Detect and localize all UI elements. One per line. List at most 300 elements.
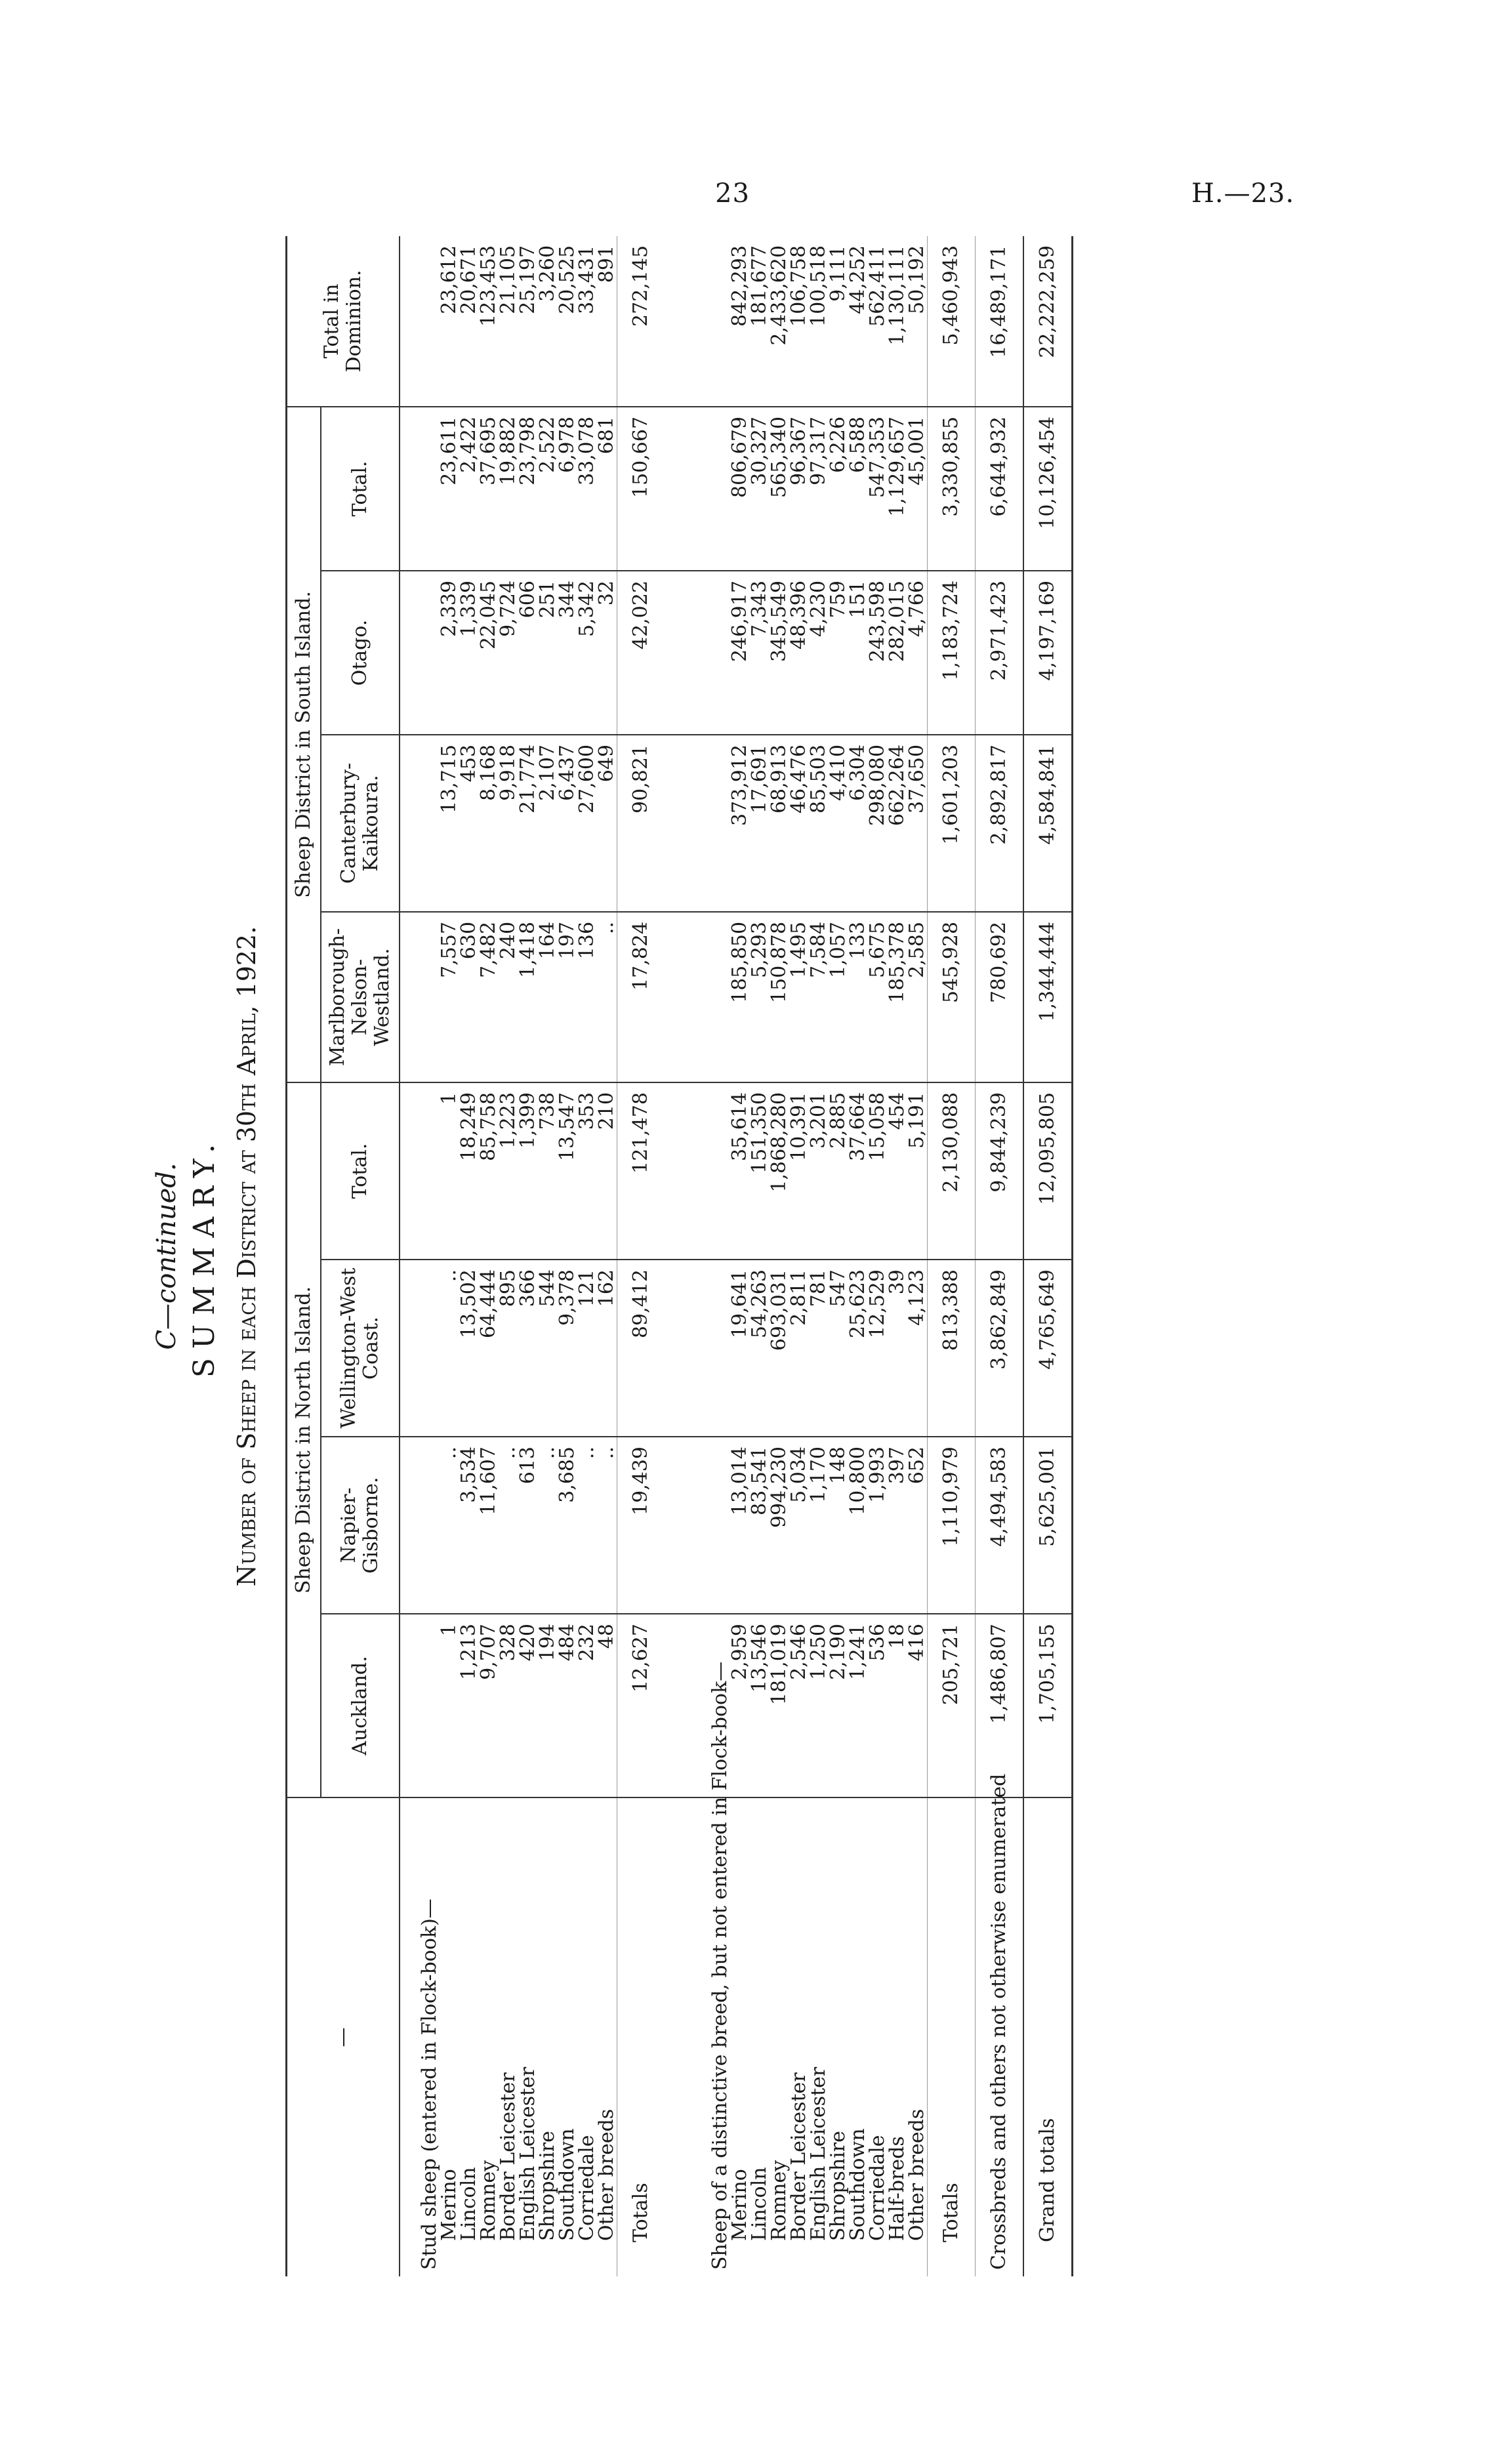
value-cell: 240 [499, 912, 518, 1082]
table-row [499, 236, 518, 2276]
value-cell: 2,130,088 [928, 1082, 976, 1260]
value-cell: 148 [829, 1437, 848, 1614]
value-cell: 536 [868, 1614, 888, 1797]
value-cell: 33,431 [577, 236, 597, 407]
empty-cell [691, 407, 730, 571]
value-cell: 64,444 [479, 1260, 499, 1437]
value-cell: 6,226 [829, 407, 848, 571]
title-continued: C—continued. [152, 1162, 182, 1350]
value-cell: 547 [829, 1260, 848, 1437]
value-cell: 17,691 [750, 735, 770, 912]
value-cell: 9,844,239 [976, 1082, 1024, 1260]
column-header: Napier-Gisborne. [321, 1437, 400, 1614]
title-summary: SUMMARY. [188, 1134, 221, 1378]
empty-cell [691, 236, 730, 407]
value-cell: 9,378 [558, 1260, 577, 1437]
value-cell: 1,057 [829, 912, 848, 1082]
empty-cell [400, 236, 440, 407]
value-cell: 7,343 [750, 571, 770, 735]
row-label: English Leicester [807, 2066, 830, 2241]
value-cell: 693,031 [770, 1260, 789, 1437]
value-cell: 151,350 [750, 1082, 770, 1260]
table-row [577, 236, 597, 2276]
value-cell: 453 [459, 735, 479, 912]
value-cell: 246,917 [730, 571, 750, 735]
empty-cell [400, 571, 440, 735]
spacer-row [665, 236, 691, 2276]
value-cell: 151 [848, 571, 868, 735]
row-label: Romney [768, 2160, 791, 2241]
value-cell: 7,584 [809, 912, 829, 1082]
row-label: Corriedale [866, 2135, 889, 2241]
value-cell: 2,546 [789, 1614, 809, 1797]
value-cell: 6,588 [848, 407, 868, 571]
value-cell: 123,453 [479, 236, 499, 407]
value-cell: 20,671 [459, 236, 479, 407]
value-cell: 164 [538, 912, 558, 1082]
value-cell: 1,241 [848, 1614, 868, 1797]
table-row [848, 236, 868, 2276]
value-cell: 454 [888, 1082, 907, 1260]
value-cell: 21,774 [518, 735, 538, 912]
value-cell: 54,263 [750, 1260, 770, 1437]
value-cell: 9,724 [499, 571, 518, 735]
sheep-summary-table [285, 236, 1073, 2276]
value-cell: 85,758 [479, 1082, 499, 1260]
row-label: Half-breds [886, 2136, 909, 2241]
value-cell: .. [440, 1260, 459, 1437]
value-cell: 48 [597, 1614, 617, 1797]
value-cell: 1,213 [459, 1614, 479, 1797]
value-cell: 37,664 [848, 1082, 868, 1260]
value-cell: 416 [907, 1614, 928, 1797]
value-cell: 630 [459, 912, 479, 1082]
table-row [750, 236, 770, 2276]
value-cell: 210 [597, 1082, 617, 1260]
value-cell: 12,529 [868, 1260, 888, 1437]
value-cell: 19,641 [730, 1260, 750, 1437]
empty-cell [665, 735, 691, 912]
value-cell: 738 [538, 1082, 558, 1260]
value-cell: 150,667 [617, 407, 665, 571]
value-cell: 2,422 [459, 407, 479, 571]
empty-cell [691, 912, 730, 1082]
value-cell: 562,411 [868, 236, 888, 407]
value-cell: 133 [848, 912, 868, 1082]
value-cell: 19,882 [499, 407, 518, 571]
value-cell: 20,525 [558, 236, 577, 407]
value-cell: 1,399 [518, 1082, 538, 1260]
value-cell: 547,353 [868, 407, 888, 571]
table-row [730, 236, 750, 2276]
value-cell: 6,437 [558, 735, 577, 912]
row-label: Merino [728, 2169, 751, 2241]
value-cell: 5,034 [789, 1437, 809, 1614]
value-cell: 19,439 [617, 1437, 665, 1614]
value-cell: 1,868,280 [770, 1082, 789, 1260]
value-cell: 1 [440, 1082, 459, 1260]
value-cell: 13,546 [750, 1614, 770, 1797]
row-label: Border Leicester [787, 2072, 810, 2241]
row-label: Other breeds [595, 2108, 618, 2241]
table-row [558, 236, 577, 2276]
value-cell: 18,249 [459, 1082, 479, 1260]
value-cell: 85,503 [809, 735, 829, 912]
value-cell: 662,264 [888, 735, 907, 912]
value-cell: 3,201 [809, 1082, 829, 1260]
value-cell: 5,342 [577, 571, 597, 735]
value-cell: 44,252 [848, 236, 868, 407]
value-cell: 39 [888, 1260, 907, 1437]
value-cell: 68,913 [770, 735, 789, 912]
value-cell: 25,623 [848, 1260, 868, 1437]
distinctive-breed-heading-label: Sheep of a distinctive breed, but not entered in Flock-book— [709, 1661, 731, 2270]
empty-cell [400, 1614, 440, 1797]
row-label: Shropshire [827, 2131, 850, 2241]
value-cell: 1,129,657 [888, 407, 907, 571]
value-cell: 4,230 [809, 571, 829, 735]
value-cell: 121 [577, 1260, 597, 1437]
value-cell: 35,614 [730, 1082, 750, 1260]
crossbreds-row [976, 236, 1024, 2276]
empty-cell [400, 1437, 440, 1614]
empty-cell [665, 1082, 691, 1260]
value-cell: 3,260 [538, 236, 558, 407]
value-cell: 3,534 [459, 1437, 479, 1614]
value-cell: 16,489,171 [976, 236, 1024, 407]
table-row [459, 236, 479, 2276]
value-cell: 681 [597, 407, 617, 571]
table-row [789, 236, 809, 2276]
value-cell: 8,168 [479, 735, 499, 912]
row-label: Other breeds [905, 2108, 928, 2241]
column-header: Wellington-West Coast. [321, 1260, 400, 1437]
value-cell: 806,679 [730, 407, 750, 571]
value-cell: 48,396 [789, 571, 809, 735]
empty-cell [400, 735, 440, 912]
column-header: Total. [321, 1082, 400, 1260]
empty-cell [691, 1082, 730, 1260]
value-cell: 121,478 [617, 1082, 665, 1260]
value-cell: 9,707 [479, 1614, 499, 1797]
value-cell: 1,183,724 [928, 571, 976, 735]
value-cell: 565,340 [770, 407, 789, 571]
value-cell: 22,222,259 [1023, 236, 1073, 407]
value-cell: 23,612 [440, 236, 459, 407]
table-row [907, 236, 928, 2276]
value-cell: 4,584,841 [1023, 735, 1073, 912]
value-cell: 162 [597, 1260, 617, 1437]
row-label: Totals [617, 1797, 665, 2276]
row-label: Crossbreds and others not otherwise enumerated [976, 1797, 1024, 2276]
value-cell: 353 [577, 1082, 597, 1260]
value-cell: 97,317 [809, 407, 829, 571]
value-cell: 100,518 [809, 236, 829, 407]
value-cell: 194 [538, 1614, 558, 1797]
row-label: Shropshire [536, 2131, 559, 2241]
value-cell: 9,111 [829, 236, 848, 407]
page-number: 23 [715, 178, 750, 209]
table-row [770, 236, 789, 2276]
value-cell: 1,223 [499, 1082, 518, 1260]
value-cell: 5,625,001 [1023, 1437, 1073, 1614]
row-label: Corriedale [575, 2135, 598, 2241]
value-cell: 136 [577, 912, 597, 1082]
table-subtitle: Number of Sheep in each District at 30th April, 1922. [232, 926, 261, 1587]
empty-cell [691, 571, 730, 735]
value-cell: 5,191 [907, 1082, 928, 1260]
value-cell: 1 [440, 1614, 459, 1797]
value-cell: 197 [558, 912, 577, 1082]
value-cell: 2,892,817 [976, 735, 1024, 912]
value-cell: .. [597, 912, 617, 1082]
empty-cell [665, 1437, 691, 1614]
value-cell: 181,677 [750, 236, 770, 407]
table-row [440, 236, 459, 2276]
value-cell: 1,495 [789, 912, 809, 1082]
value-cell: 2,585 [907, 912, 928, 1082]
distinct-totals-row [928, 236, 976, 2276]
value-cell: 420 [518, 1614, 538, 1797]
north-island-header: Sheep District in North Island. [287, 1082, 321, 1797]
value-cell: 22,045 [479, 571, 499, 735]
value-cell: 545,928 [928, 912, 976, 1082]
value-cell: 13,014 [730, 1437, 750, 1614]
row-label: Lincoln [457, 2167, 480, 2241]
row-label: Romney [477, 2160, 500, 2241]
column-header: Total. [321, 407, 400, 571]
empty-cell [665, 1797, 691, 2276]
value-cell: 1,339 [459, 571, 479, 735]
value-cell: 5,293 [750, 912, 770, 1082]
value-cell: 6,644,932 [976, 407, 1024, 571]
value-cell: 10,391 [789, 1082, 809, 1260]
empty-cell [691, 1260, 730, 1437]
value-cell: 243,598 [868, 571, 888, 735]
value-cell: 5,675 [868, 912, 888, 1082]
empty-cell [665, 1260, 691, 1437]
value-cell: 90,821 [617, 735, 665, 912]
value-cell: 3,330,855 [928, 407, 976, 571]
value-cell: 780,692 [976, 912, 1024, 1082]
empty-cell [665, 912, 691, 1082]
value-cell: 842,293 [730, 236, 750, 407]
row-label: Totals [928, 1797, 976, 2276]
value-cell: 37,650 [907, 735, 928, 912]
value-cell: 27,600 [577, 735, 597, 912]
value-cell: 272,145 [617, 236, 665, 407]
value-cell: 2,107 [538, 735, 558, 912]
grand-totals-row [1023, 236, 1073, 2276]
table-row [868, 236, 888, 2276]
value-cell: 1,601,203 [928, 735, 976, 912]
stud-sheep-heading [400, 236, 440, 2276]
value-cell: 4,123 [907, 1260, 928, 1437]
value-cell: 10,126,454 [1023, 407, 1073, 571]
value-cell: 89,412 [617, 1260, 665, 1437]
empty-cell [400, 1082, 440, 1260]
value-cell: 895 [499, 1260, 518, 1437]
value-cell: 2,971,423 [976, 571, 1024, 735]
value-cell: 2,190 [829, 1614, 848, 1797]
value-cell: 1,110,979 [928, 1437, 976, 1614]
value-cell: 45,001 [907, 407, 928, 571]
value-cell: 185,850 [730, 912, 750, 1082]
value-cell: 344 [558, 571, 577, 735]
value-cell: 2,433,620 [770, 236, 789, 407]
value-cell: 37,695 [479, 407, 499, 571]
value-cell: 781 [809, 1260, 829, 1437]
value-cell: 106,758 [789, 236, 809, 407]
empty-cell [665, 407, 691, 571]
south-island-header: Sheep District in South Island. [287, 407, 321, 1082]
document-code: H.—23. [1191, 178, 1295, 209]
value-cell: 4,765,649 [1023, 1260, 1073, 1437]
value-cell: 345,549 [770, 571, 789, 735]
value-cell: 1,705,155 [1023, 1614, 1073, 1797]
value-cell: 12,095,805 [1023, 1082, 1073, 1260]
value-cell: 1,418 [518, 912, 538, 1082]
value-cell: 2,811 [789, 1260, 809, 1437]
value-cell: 298,080 [868, 735, 888, 912]
value-cell: 4,410 [829, 735, 848, 912]
table-row [829, 236, 848, 2276]
value-cell: 759 [829, 571, 848, 735]
value-cell: 4,766 [907, 571, 928, 735]
value-cell: 544 [538, 1260, 558, 1437]
value-cell: 652 [907, 1437, 928, 1614]
value-cell: 23,798 [518, 407, 538, 571]
column-header: Marlborough-Nelson-Westland. [321, 912, 400, 1082]
value-cell: 18 [888, 1614, 907, 1797]
value-cell: 613 [518, 1437, 538, 1614]
value-cell: 2,885 [829, 1082, 848, 1260]
value-cell: 2,959 [730, 1614, 750, 1797]
value-cell: 50,192 [907, 236, 928, 407]
value-cell: 1,170 [809, 1437, 829, 1614]
value-cell: .. [577, 1437, 597, 1614]
empty-cell [400, 912, 440, 1082]
value-cell: 649 [597, 735, 617, 912]
value-cell: 282,015 [888, 571, 907, 735]
value-cell: 3,862,849 [976, 1260, 1024, 1437]
table-body [400, 236, 1073, 2276]
table-row [888, 236, 907, 2276]
value-cell: 891 [597, 236, 617, 407]
value-cell: 21,105 [499, 236, 518, 407]
value-cell: 813,388 [928, 1260, 976, 1437]
table-row [809, 236, 829, 2276]
value-cell: 11,607 [479, 1437, 499, 1614]
dominion-total-header: Total in Dominion. [287, 236, 400, 407]
value-cell: 150,878 [770, 912, 789, 1082]
value-cell: 6,304 [848, 735, 868, 912]
value-cell: 3,685 [558, 1437, 577, 1614]
value-cell: 42,022 [617, 571, 665, 735]
value-cell: 46,476 [789, 735, 809, 912]
value-cell: 1,486,807 [976, 1614, 1024, 1797]
value-cell: 232 [577, 1614, 597, 1797]
value-cell: 994,230 [770, 1437, 789, 1614]
row-label: Grand totals [1023, 1797, 1073, 2276]
rotated-summary-block [148, 236, 1342, 2276]
value-cell: .. [538, 1437, 558, 1614]
empty-cell [400, 407, 440, 571]
value-cell: .. [499, 1437, 518, 1614]
value-cell: 181,019 [770, 1614, 789, 1797]
empty-cell [665, 571, 691, 735]
value-cell: 4,494,583 [976, 1437, 1024, 1614]
value-cell: 205,721 [928, 1614, 976, 1797]
value-cell: 2,522 [538, 407, 558, 571]
value-cell: 15,058 [868, 1082, 888, 1260]
value-cell: 484 [558, 1614, 577, 1797]
value-cell: 5,460,943 [928, 236, 976, 407]
value-cell: 83,541 [750, 1437, 770, 1614]
table-row [518, 236, 538, 2276]
value-cell: .. [440, 1437, 459, 1614]
empty-cell [400, 1260, 440, 1437]
value-cell: 185,378 [888, 912, 907, 1082]
value-cell: 1,250 [809, 1614, 829, 1797]
value-cell: 96,367 [789, 407, 809, 571]
value-cell: 12,627 [617, 1614, 665, 1797]
row-label: Border Leicester [497, 2072, 520, 2241]
table-row [597, 236, 617, 2276]
value-cell: 23,611 [440, 407, 459, 571]
value-cell: .. [597, 1437, 617, 1614]
value-cell: 13,715 [440, 735, 459, 912]
value-cell: 328 [499, 1614, 518, 1797]
column-header: Canterbury-Kaikoura. [321, 735, 400, 912]
value-cell: 366 [518, 1260, 538, 1437]
column-header: Otago. [321, 571, 400, 735]
distinctive-breed-heading [691, 236, 730, 2276]
value-cell: 373,912 [730, 735, 750, 912]
value-cell: 13,547 [558, 1082, 577, 1260]
group-header-row [287, 236, 321, 2276]
value-cell: 33,078 [577, 407, 597, 571]
empty-cell [691, 1437, 730, 1614]
stud-sheep-heading-label: Stud sheep (entered in Flock-book)— [418, 1899, 441, 2270]
value-cell: 32 [597, 571, 617, 735]
empty-cell [665, 1614, 691, 1797]
value-cell: 1,344,444 [1023, 912, 1073, 1082]
value-cell: 10,800 [848, 1437, 868, 1614]
column-header: Auckland. [321, 1614, 400, 1797]
value-cell: 2,339 [440, 571, 459, 735]
row-label: English Leicester [516, 2066, 539, 2241]
empty-cell [665, 236, 691, 407]
value-cell: 17,824 [617, 912, 665, 1082]
table-row [538, 236, 558, 2276]
value-cell: 30,327 [750, 407, 770, 571]
value-cell: 25,197 [518, 236, 538, 407]
value-cell: 1,993 [868, 1437, 888, 1614]
table-row [479, 236, 499, 2276]
empty-cell [691, 735, 730, 912]
value-cell: 13,502 [459, 1260, 479, 1437]
value-cell: 7,482 [479, 912, 499, 1082]
value-cell: 397 [888, 1437, 907, 1614]
row-label: Lincoln [748, 2167, 771, 2241]
value-cell: 1,130,111 [888, 236, 907, 407]
row-label: Southdown [846, 2128, 869, 2241]
value-cell: 6,978 [558, 407, 577, 571]
row-label: Southdown [556, 2128, 579, 2241]
value-cell: 9,918 [499, 735, 518, 912]
value-cell: 4,197,169 [1023, 571, 1073, 735]
